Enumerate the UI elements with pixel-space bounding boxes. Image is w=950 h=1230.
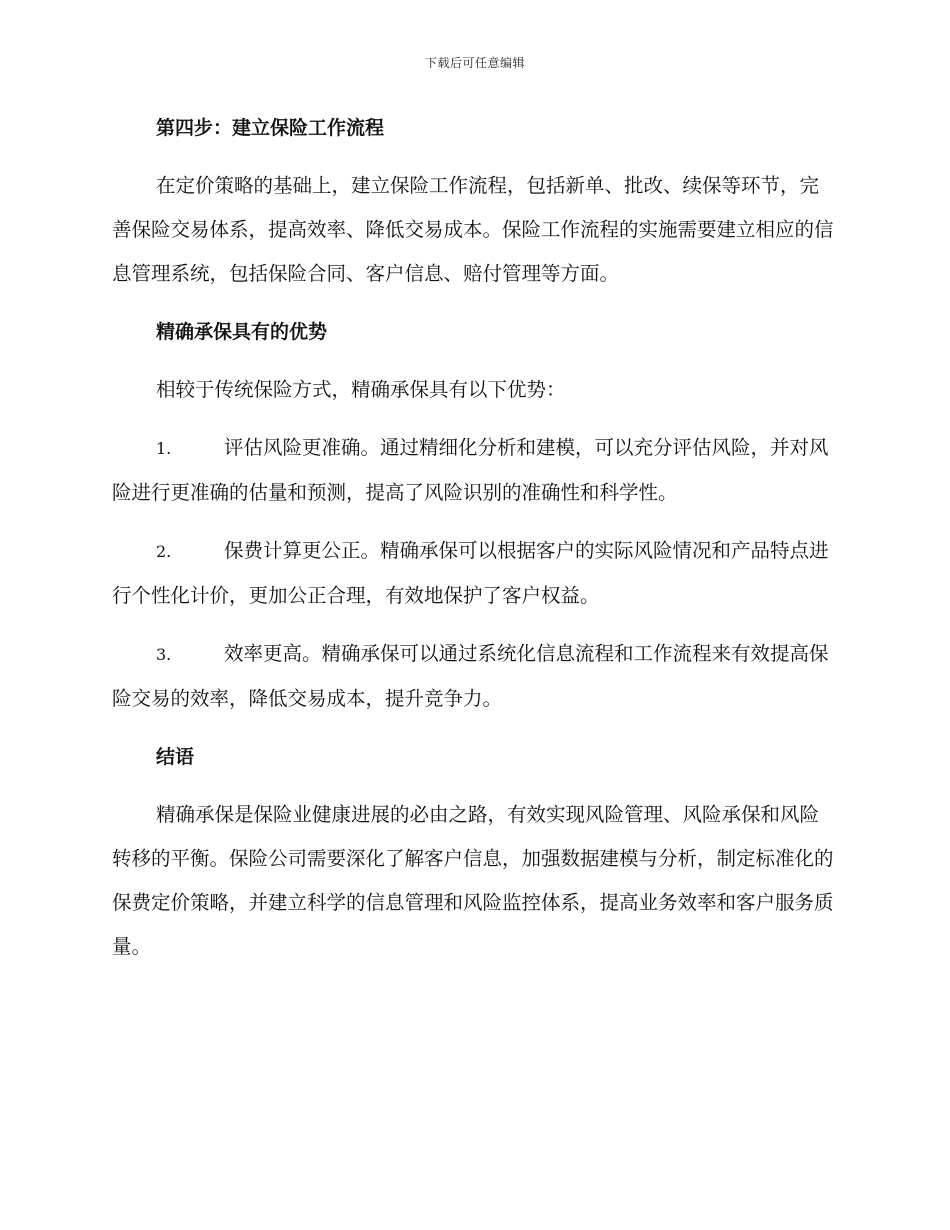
list-number: 3. <box>156 645 172 664</box>
list-text: 效率更高。精确承保可以通过系统化信息流程和工作流程来有效提高保险交易的效率，降低交易成本，提升竞争力。 <box>112 642 829 710</box>
page-header-note: 下载后可任意编辑 <box>424 56 525 70</box>
list-number: 2. <box>156 542 172 561</box>
list-text: 评估风险更准确。通过精细化分析和建模，可以充分评估风险，并对风险进行更准确的估量和预测，提高了风险识别的准确性和科学性。 <box>112 436 829 504</box>
paragraph-advantages-intro: 相较于传统保险方式，精确承保具有以下优势： <box>156 378 566 401</box>
list-text: 保费计算更公正。精确承保可以根据客户的实际风险情况和产品特点进行个性化计价，更加公正合理，有效地保护了客户权益。 <box>112 539 829 607</box>
list-item <box>112 426 834 515</box>
document-content <box>112 106 834 969</box>
list-number: 1. <box>156 439 172 458</box>
section-heading-conclusion: 结语 <box>156 746 195 768</box>
list-item <box>112 632 834 721</box>
paragraph-step4: 在定价策略的基础上，建立保险工作流程，包括新单、批改、续保等环节，完善保险交易体系，提高效率、降低交易成本。保险工作流程的实施需要建立相应的信息管理系统，包括保险合同、客户信息、赔付管理等方面。 <box>112 174 834 285</box>
paragraph-conclusion: 精确承保是保险业健康进展的必由之路，有效实现风险管理、风险承保和风险转移的平衡。保险公司需要深化了解客户信息，加强数据建模与分析，制定标准化的保费定价策略，并建立科学的信息管理和风险监控体系，提高业务效率和客户服务质量。 <box>112 803 834 958</box>
section-heading-advantages: 精确承保具有的优势 <box>156 321 328 343</box>
section-heading-step4: 第四步：建立保险工作流程 <box>156 117 385 139</box>
list-item <box>112 529 834 618</box>
